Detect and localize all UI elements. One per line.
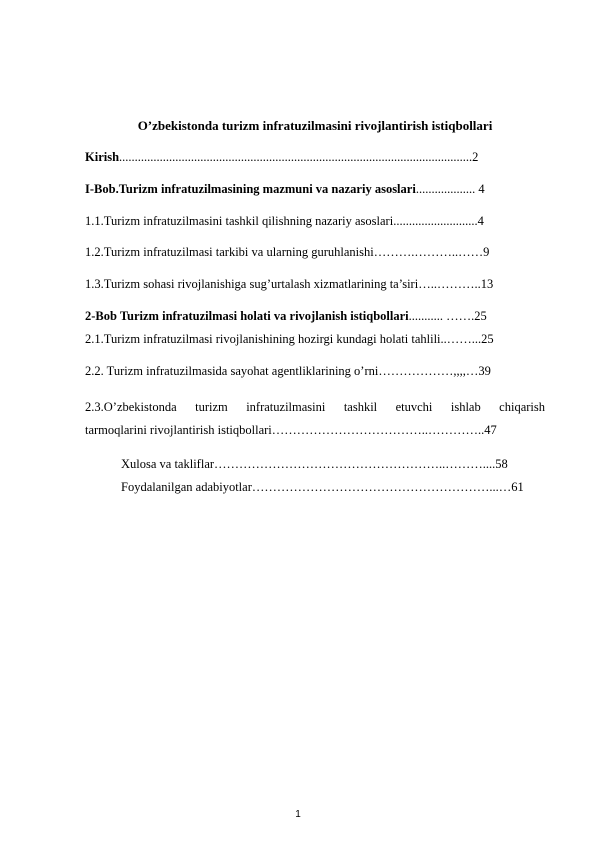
toc-item-1-2[interactable]: [85, 245, 545, 260]
toc-item-xulosa[interactable]: [121, 457, 545, 472]
page-number: 1: [295, 809, 301, 820]
toc-item-2-3[interactable]: [85, 396, 545, 442]
toc-item-label: 2-Bob Turizm infratuzilmasi holati va rivojlanish istiqbollari: [85, 309, 409, 323]
toc-item-page: 9: [483, 245, 490, 259]
toc-item-chapter-1[interactable]: [85, 182, 545, 197]
toc-item-line-2: [85, 419, 545, 442]
toc-item-label: I-Bob.Turizm infratuzilmasining mazmuni va nazariy asoslari: [85, 182, 416, 196]
toc-item-line-1: [85, 396, 545, 419]
toc-item-label: tarmoqlarini rivojlantirish istiqbollari………………………………..…………..: [85, 423, 485, 437]
toc-item-page: 39: [478, 364, 491, 378]
toc-item-leader: ...........................: [393, 214, 478, 228]
toc-word: chiqarish: [499, 400, 545, 414]
toc-item-leader: ………………,,,,…: [378, 364, 479, 378]
toc-item-page: .25: [471, 309, 487, 323]
toc-item-page: 4: [475, 182, 485, 196]
page-title: O’zbekistonda turizm infratuzilmasini rivojlantirish istiqbollari: [137, 118, 493, 133]
toc-item-label: 2.2. Turizm infratuzilmasida sayohat agentliklarining o’rni: [85, 364, 379, 378]
toc-item-leader: ........... ……: [408, 309, 472, 323]
toc-item-leader: .................................................................................................................: [119, 150, 473, 164]
toc-item-label: 1.3.Turizm sohasi rivojlanishiga sug’urtalash xizmatlarining ta’siri: [85, 277, 419, 291]
toc-item-leader: …..………..: [418, 277, 481, 291]
toc-word: 2.3.O’zbekistonda: [85, 400, 177, 414]
toc-item-2-1[interactable]: [85, 332, 545, 347]
toc-word: turizm: [195, 400, 228, 414]
toc-word: infratuzilmasini: [246, 400, 326, 414]
toc-item-label: 1.1.Turizm infratuzilmasini tashkil qilishning nazariy asoslari: [85, 214, 394, 228]
toc-item-page: 2: [472, 150, 479, 164]
toc-item-label: 2.1.Turizm infratuzilmasi rivojlanishining hozirgi kundagi holati tahlili: [85, 332, 441, 346]
toc-word: etuvchi: [395, 400, 433, 414]
toc-item-adabiyotlar[interactable]: [121, 480, 545, 495]
toc-item-page: .25: [478, 332, 494, 346]
toc-item-label: Kirish: [85, 150, 120, 164]
toc-item-label: Xulosa va takliflar: [121, 457, 215, 471]
toc-item-leader: ..……..: [440, 332, 479, 346]
toc-item-leader: …………………………………………………...…: [251, 480, 512, 494]
toc-item-leader: ………………………………………………..………....: [214, 457, 496, 471]
toc-item-page: 4: [477, 214, 484, 228]
toc-item-2-2[interactable]: [85, 364, 545, 379]
toc-item-kirish[interactable]: [85, 150, 545, 165]
toc-item-page: 13: [480, 277, 494, 291]
toc-item-chapter-2[interactable]: [85, 309, 545, 324]
toc-item-page: 58: [495, 457, 508, 471]
toc-item-page: 47: [484, 423, 497, 437]
toc-item-leader: ……….………..……: [373, 245, 484, 259]
toc-item-label: Foydalanilgan adabiyotlar: [121, 480, 252, 494]
toc-word: ishlab: [450, 400, 481, 414]
toc-item-1-3[interactable]: [85, 277, 545, 292]
toc-item-label: 1.2.Turizm infratuzilmasi tarkibi va ularning guruhlanishi: [85, 245, 374, 259]
toc-item-page: 61: [511, 480, 524, 494]
toc-item-leader: ...................: [415, 182, 476, 196]
toc-item-1-1[interactable]: [85, 214, 545, 229]
toc-word: tashkil: [343, 400, 378, 414]
